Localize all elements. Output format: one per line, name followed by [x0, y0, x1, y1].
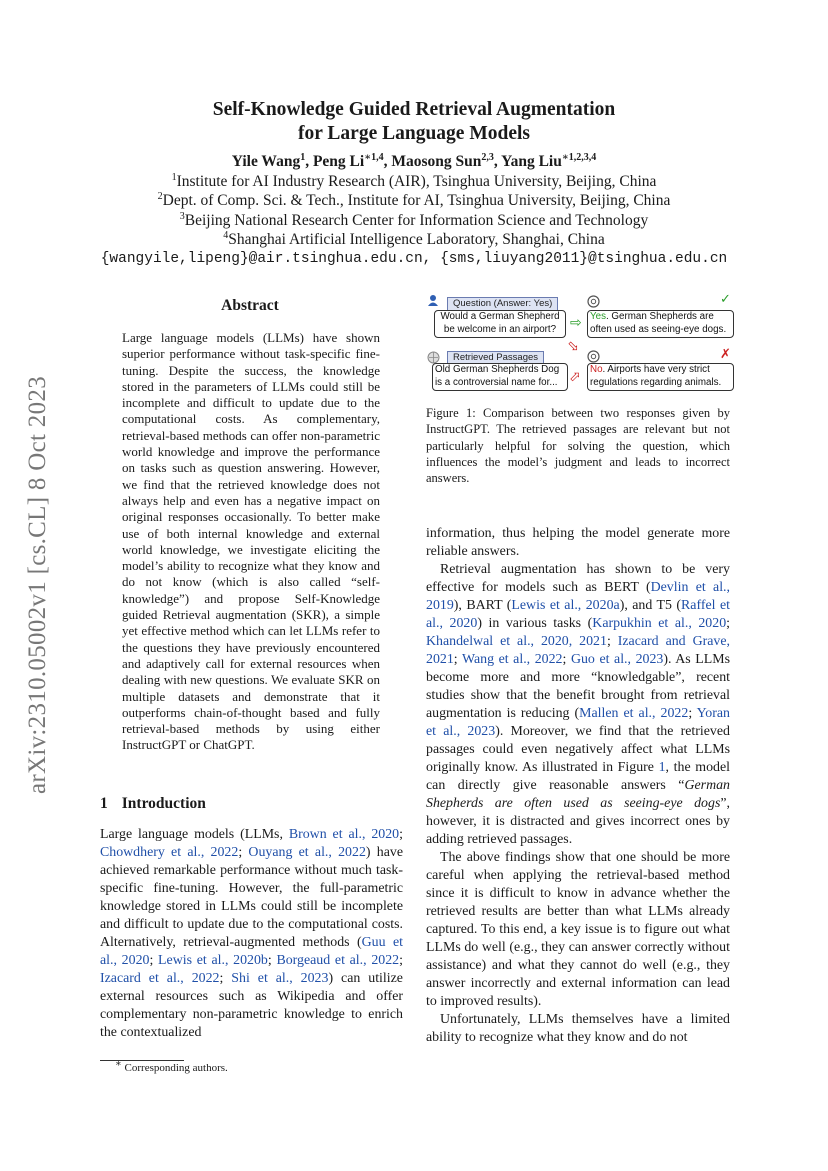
author-sup: ∗1,4 [364, 151, 384, 163]
text-run: ; [688, 706, 697, 721]
author-name: Yile Wang [231, 153, 301, 170]
answer-no: No [590, 364, 603, 375]
answer-line [590, 364, 733, 377]
answer-yes: Yes [590, 311, 606, 322]
cross-icon: ✗ [720, 346, 731, 361]
title-line-1: Self-Knowledge Guided Retrieval Augmentation [212, 99, 616, 120]
arrow-down-icon: ⇨ [564, 336, 584, 356]
abstract-heading: Abstract [221, 297, 279, 314]
citation-link[interactable]: Borgeaud et al., 2022 [276, 953, 400, 968]
text-run: ; [267, 953, 277, 968]
affil-text: Dept. of Comp. Sci. & Tech., Institute for AI, Tsinghua University, Beijing, China [162, 192, 671, 209]
citation-link[interactable]: Lewis et al., 2020b [158, 953, 268, 968]
question-tag: Question (Answer: Yes) [447, 297, 558, 311]
paragraph: The above findings show that one should be more careful when applying the retrieval-based method since it is difficult to know in advance whether the retrieved results are better than what LLMs already captured. To this end, a key issue is to figure out what LLMs do well (e.g., they can answer correctly without assistance) and what they cannot do well (e.g., they answer incorrectly and external information can lead to improved results). [426, 850, 730, 1009]
footnote-mark: ∗ [115, 1058, 122, 1070]
author-block [0, 152, 828, 269]
affiliation [0, 230, 828, 250]
answer-line: regulations regarding animals. [590, 376, 722, 388]
check-icon: ✓ [720, 291, 731, 306]
affiliation [0, 172, 828, 192]
citation-link[interactable]: Guu et al., 2020 [100, 935, 404, 968]
text-run: ; [219, 971, 232, 986]
footnote [115, 1058, 228, 1074]
footnote-text: Corresponding authors. [124, 1062, 228, 1074]
text-run: Large language models (LLMs, [100, 827, 289, 842]
citation-link[interactable]: Izacard and Grave, 2021 [426, 634, 730, 667]
arxiv-id: arXiv:2310.05002v1 [cs.CL] 8 Oct 2023 [24, 376, 51, 794]
citation-link[interactable]: Chowdhery et al., 2022 [100, 845, 239, 860]
chatgpt-logo-icon [587, 350, 600, 363]
text-run: ; [562, 652, 571, 667]
text-run: ) in various tasks ( [477, 616, 593, 631]
text-run: ; [399, 953, 403, 968]
title-line-2: for Large Language Models [297, 123, 530, 144]
citation-link[interactable]: Ouyang et al., 2022 [248, 845, 366, 860]
text-run: ; [453, 652, 462, 667]
text-run: ). Moreover, we find that the retrieved passages could even negatively affect what LLMs originally know. As illustrated in Figure [426, 724, 730, 775]
question-box [434, 310, 566, 338]
figure-caption: Figure 1: Comparison between two responses given by InstructGPT. The retrieved passages are relevant but not particularly helpful for solving the question, which influences the model’s judgment and leads to incorrect answers. [426, 406, 730, 486]
text-run: ). As LLMs become more and more “knowledgable”, recent studies show that the benefit brought from retrieval augmentation is reducing ( [426, 652, 730, 721]
affil-sup: 1 [171, 171, 177, 183]
citation-link[interactable]: Shi et al., 2023 [231, 971, 329, 986]
text-run: Retrieval augmentation has shown to be very effective for models such as BERT ( [426, 562, 730, 595]
citation-link[interactable]: Guo et al., 2023 [570, 652, 664, 667]
citation-link[interactable]: Yoran et al., 2023 [426, 706, 730, 739]
author-sup: 1 [300, 151, 306, 163]
chatgpt-logo-icon [587, 295, 600, 308]
citation-link[interactable]: Raffel et al., 2020 [426, 598, 730, 631]
paragraph [426, 561, 730, 849]
footnote-divider [100, 1060, 184, 1061]
author-names: Yile Wang$^1$, Peng $Li^{∗1,4}$, Maosong Sun$^{2,3}$, Yang Liu$^{∗1,2,3,4}$ [231, 151, 597, 170]
passage-line: is a controversial name for... [435, 376, 558, 388]
author-sup: ∗1,2,3,4 [561, 151, 597, 163]
answer-incorrect-box [587, 363, 734, 391]
text-run: ; [726, 616, 730, 631]
abstract-body: Large language models (LLMs) have shown superior performance without task-specific fine-tuning. Despite the success, the knowledge stored in the parameters of LLMs could still be incomplete and difficult to update due to the computational costs. As complementary, retrieval-based methods can offer non-parametric world knowledge and improve the performance on tasks such as question answering. However, we find that the retrieved knowledge does not always help and even has a negative impact on original responses occasionally. To better make use of both internal knowledge and external world knowledge, we investigate eliciting the model’s ability to recognize what they know and do not know (which is also called “self-knowledge”) and propose Self-Knowledge guided Retrieval augmentation (SKR), a simple yet effective method which can let LLMs refer to the questions they have previously encountered and adaptively call for external resources when dealing with new questions. We evaluate SKR on multiple datasets and demonstrate that it outperforms chain-of-thought based and fully retrieval-based methods by using either InstructGPT or ChatGPT. [122, 330, 380, 753]
paper-title [0, 98, 828, 146]
text-run: ), BART ( [453, 598, 512, 613]
intro-paragraph [100, 826, 403, 1042]
answer-text: . German Shepherds are [605, 311, 714, 322]
citation-link[interactable]: Karpukhin et al., 2020 [592, 616, 727, 631]
arrow-right-icon: ⇨ [570, 314, 582, 330]
answer-text: . Airports have very strict [602, 364, 710, 375]
affil-sup: 3 [179, 210, 185, 222]
citation-link[interactable]: Mallen et al., 2022 [579, 706, 689, 721]
section-number: 1 [100, 795, 108, 812]
retrieved-passages-tag: Retrieved Passages [447, 351, 544, 365]
text-run: ”, however, it is distracted and gives incorrect ones by adding retrieved passages. [426, 796, 730, 847]
citation-link[interactable]: Khandelwal et al., 2020, 2021 [426, 634, 607, 649]
text-run: ), and T5 ( [619, 598, 682, 613]
emphasis: German Shepherds are often used as seeing-eye dogs [426, 778, 730, 811]
text-run: ; [238, 845, 249, 860]
question-line: be welcome in an airport? [443, 323, 557, 335]
passage-line: Old German Shepherds Dog [435, 364, 560, 375]
affil-sup: 2 [157, 190, 163, 202]
text-run: ) can utilize external resources such as Wikipedia and offer complementary non-parametric knowledge to enrich the contextualized [100, 971, 403, 1040]
paragraph: information, thus helping the model generate more reliable answers. [426, 526, 730, 559]
text-run: ; [149, 953, 159, 968]
citation-link[interactable]: Wang et al., 2022 [461, 652, 563, 667]
paragraph: Unfortunately, LLMs themselves have a limited ability to recognize what they know and do not [426, 1012, 730, 1045]
user-icon [427, 294, 439, 307]
author-name: Yang Liu [501, 153, 562, 170]
affiliation [0, 191, 828, 211]
affiliation [0, 211, 828, 231]
section-heading [100, 795, 206, 813]
affil-sup: 4 [223, 229, 229, 241]
citation-link[interactable]: Devlin et al., 2019 [426, 580, 730, 613]
section-title: Introduction [121, 795, 206, 812]
answer-correct-box [587, 310, 734, 338]
text-run: ) have achieved remarkable performance without much task-specific fine-tuning. However, the full-parametric knowledge stored in LLMs could still be incomplete and difficult to update due to the computational costs. Alternatively, retrieval-augmented methods ( [100, 845, 403, 950]
author-sup: 2,3 [481, 151, 494, 163]
citation-link[interactable]: Izacard et al., 2022 [100, 971, 220, 986]
author-emails: {wangyile,lipeng}@air.tsinghua.edu.cn, {sms,liuyang2011}@tsinghua.edu.cn [100, 250, 728, 267]
affil-text: Institute for AI Industry Research (AIR), Tsinghua University, Beijing, China [176, 172, 657, 190]
text-run: , the model can directly give reasonable answers “ [426, 760, 730, 793]
figure-ref-link[interactable]: 1 [658, 760, 666, 775]
retrieved-passage-box [432, 363, 568, 391]
author-name: Peng Li [312, 153, 365, 170]
text-run: ; [399, 827, 403, 842]
arxiv-sidebar-stamp [8, 260, 68, 910]
question-line: Would a German Shepherd [440, 311, 560, 322]
figure-1 [424, 290, 734, 398]
answer-line [590, 311, 733, 324]
citation-link[interactable]: Brown et al., 2020 [288, 827, 400, 842]
citation-link[interactable]: Lewis et al., 2020a [511, 598, 620, 613]
author-name: Maosong Sun [391, 153, 482, 170]
affil-text: Shanghai Artificial Intelligence Laboratory, Shanghai, China [228, 231, 605, 248]
right-column [426, 525, 730, 1047]
text-run: ; [606, 634, 618, 649]
answer-line: often used as seeing-eye dogs. [590, 323, 727, 335]
affil-text: Beijing National Research Center for Information Science and Technology [184, 211, 649, 229]
arrow-up-icon: ⇨ [565, 366, 585, 386]
